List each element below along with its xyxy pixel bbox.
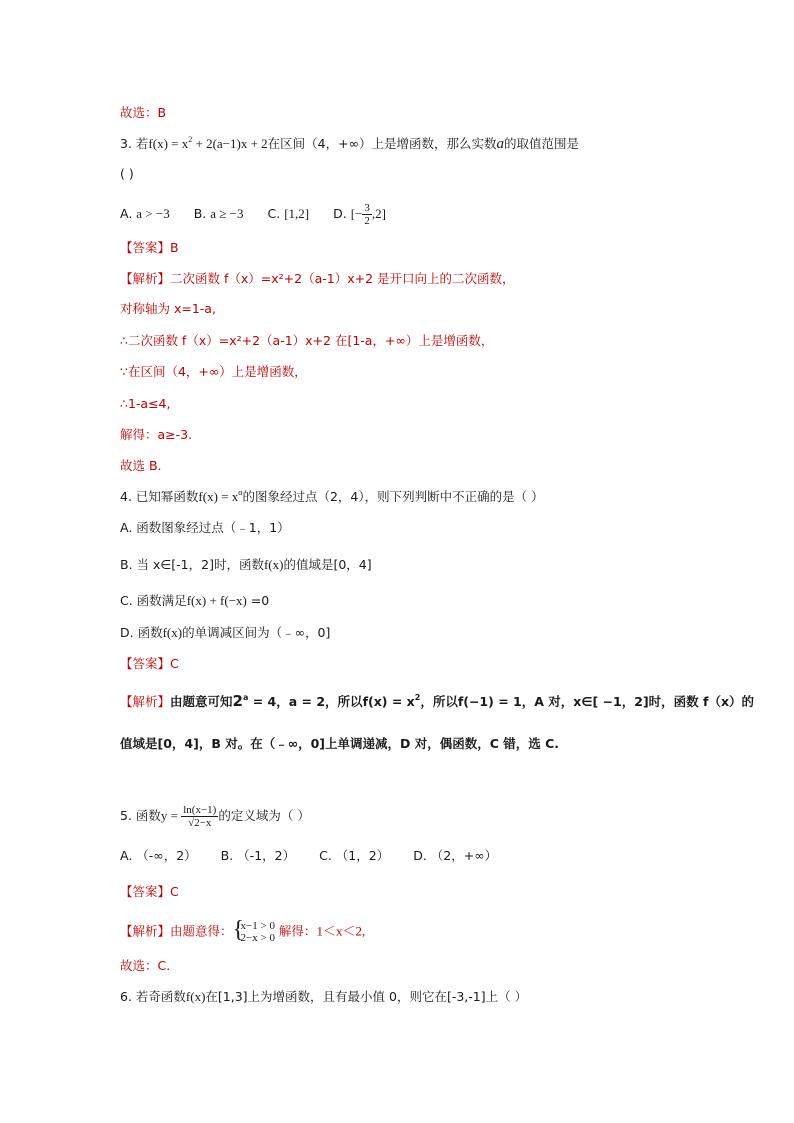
q4-option-d: D. 函数f(x)的单调减区间为（﹣∞，0] — [120, 625, 331, 640]
q3-analysis-2: 对称轴为 x=1-a, — [120, 301, 216, 316]
question-6: 6. 若奇函数f(x)在[1,3]上为增函数，且有最小值 0，则它在[-3,-1]上（ ） — [120, 989, 528, 1004]
q4-option-c: C. 函数满足f(x) + f(−x) =0 — [120, 593, 270, 608]
q4-analysis-2: 值域是[0，4]，B 对。在（﹣∞，0]上单调递减，D 对，偶函数，C 错，选 C. — [120, 736, 560, 751]
q3-analysis-7: 故选 B. — [120, 458, 162, 473]
question-5: 5. 函数y = $\frac{\ln(x-1)}{√2-x}$ 的定义域为（ ） — [120, 804, 310, 829]
q5-options: A. （-∞，2） B. （-1，2） C. （1，2） D. （2，+∞） — [120, 848, 498, 863]
q3-formula: $f(x) = x^2 + 2(a-1)x + 2$ — [148, 135, 268, 151]
q3-analysis-1: 【解析】二次函数 f（x）=x²+2（a-1）x+2 是开口向上的二次函数， — [120, 271, 515, 286]
q3-answer: 【答案】B — [120, 240, 179, 255]
q4-analysis-1: 【解析】由题意可知$2^a = 4$，a = 2，所以$f(x) = x^2$，所以f(−1) = 1，A 对，x∈[ −1，2]时，函数 f（x）的 — [120, 692, 755, 710]
q3-analysis-6: 解得：a≥-3. — [120, 427, 193, 442]
question-3: 3. 若$f(x) = x^2 + 2(a-1)x + 2$在区间（4，+∞）上是增函数，那么实数a的取值范围是 — [120, 135, 580, 152]
q5-analysis-2: 故选：C. — [120, 958, 171, 973]
q3-analysis-4: ∵在区间（4，+∞）上是增函数， — [120, 364, 307, 379]
question-4: 4. 已知幂函数$f(x) = x^\alpha$的图象经过点（2，4），则下列判断中不正确的是（ ） — [120, 488, 544, 504]
prev-answer: 故选：B — [120, 105, 167, 120]
q4-answer: 【答案】C — [120, 656, 179, 671]
q3-paren: ( ) — [120, 166, 134, 181]
q4-option-a: A. 函数图象经过点（﹣1，1） — [120, 520, 290, 535]
q3-analysis-3: ∴二次函数 f（x）=x²+2（a-1）x+2 在[1-a，+∞）上是增函数， — [120, 333, 494, 348]
q4-option-b: B. 当 x∈[-1，2]时，函数f(x)的值域是[0，4] — [120, 557, 372, 572]
q3-options: A. a > −3 B. a ≥ −3 C. [1,2] D. [− $\frac{3}{2}$ ,2] — [120, 202, 386, 227]
q3-analysis-5: ∴1-a≤4, — [120, 396, 171, 411]
q5-answer: 【答案】C — [120, 884, 179, 899]
q5-analysis-1: 【解析】由题意得： { x−1 > 0 2−x > 0 解得：1＜x＜2, — [120, 917, 366, 944]
